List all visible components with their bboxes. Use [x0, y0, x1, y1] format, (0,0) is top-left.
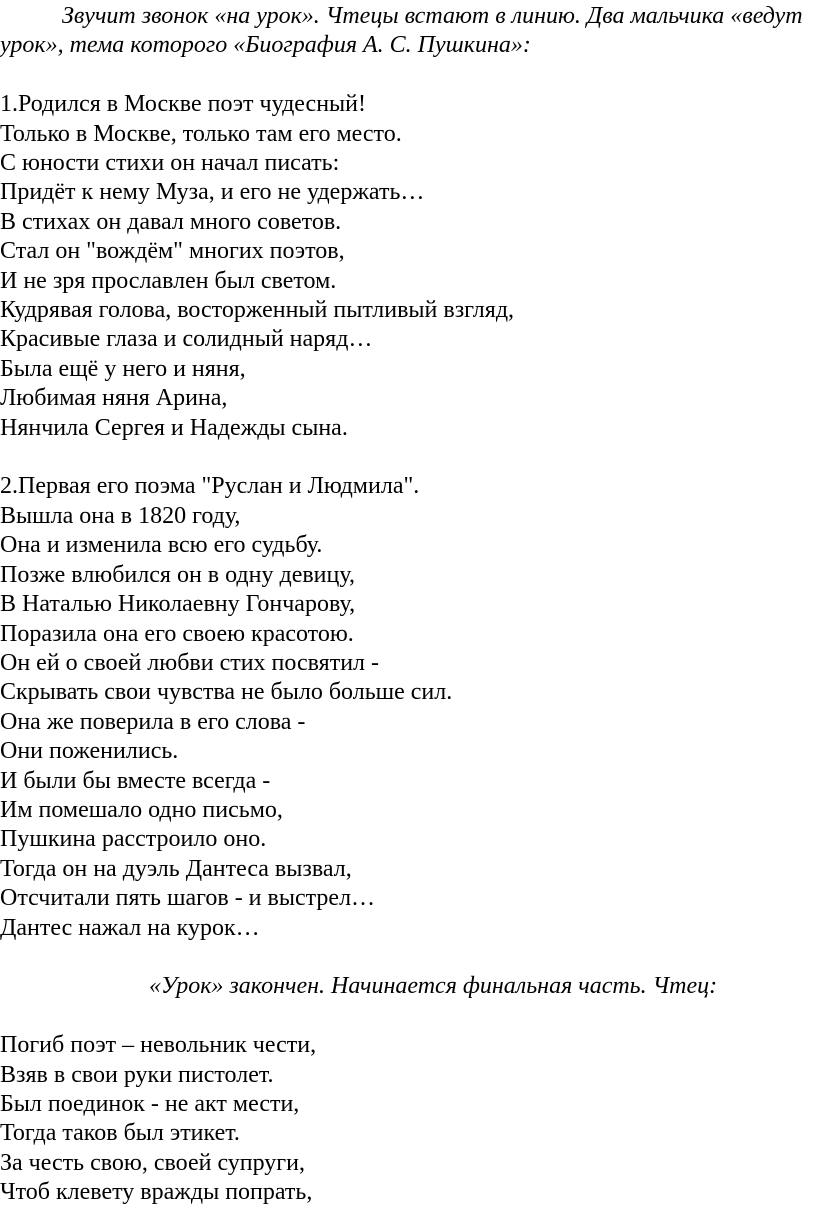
poem-line: И были бы вместе всегда - — [0, 767, 271, 794]
blank-line — [0, 443, 816, 472]
blank-line — [0, 61, 816, 90]
poem-line: С юности стихи он начал писать: — [0, 150, 340, 177]
poem-line: 2.Первая его поэма "Руслан и Людмила". — [0, 473, 420, 500]
poem-line: Любимая няня Арина, — [0, 385, 228, 412]
poem-line: Поразила она его своею красотою. — [0, 620, 354, 647]
poem-line: Позже влюбился он в одну девицу, — [0, 561, 355, 588]
blank-line — [0, 943, 816, 972]
poem-line: Красивые глаза и солидный наряд… — [0, 326, 373, 353]
poem-line: Кудрявая голова, восторженный пытливый взгляд, — [0, 297, 515, 324]
poem-stanza-2 — [0, 472, 816, 943]
poem-line: Дантес нажал на курок… — [0, 914, 260, 941]
poem-line: Придёт к нему Муза, и его не удержать… — [0, 179, 425, 206]
poem-line: Он ей о своей любви стих посвятил - — [0, 649, 380, 676]
intro-line-2: урок», тема которого «Биография А. С. Пушкина»: — [0, 32, 531, 59]
intro-paragraph — [0, 0, 816, 61]
poem-line: Тогда он на дуэль Дантеса вызвал, — [0, 855, 352, 882]
poem-line: Им помешало одно письмо, — [0, 796, 283, 823]
poem-line: Они поженились. — [0, 738, 179, 765]
blank-line — [0, 1002, 816, 1031]
poem-line: Только в Москве, только там его место. — [0, 120, 402, 147]
poem-line: Тогда таков был этикет. — [0, 1120, 240, 1147]
poem-line: Был поединок - не акт мести, — [0, 1090, 300, 1117]
poem-line: Была ещё у него и няня, — [0, 355, 246, 382]
poem-line: Она же поверила в его слова - — [0, 708, 306, 735]
poem-line: И не зря прославлен был светом. — [0, 267, 337, 294]
poem-line: Взяв в свои руки пистолет. — [0, 1061, 274, 1088]
poem-line: Вышла она в 1820 году, — [0, 502, 241, 529]
poem-stanza-3 — [0, 1031, 816, 1207]
poem-line: Она и изменила всю его судьбу. — [0, 532, 323, 559]
poem-line: Чтоб клевету вражды попрать, — [0, 1179, 313, 1206]
poem-line: Пушкина расстроило оно. — [0, 826, 267, 853]
poem-line: Погиб поэт – невольник чести, — [0, 1032, 317, 1059]
poem-line: В стихах он давал много советов. — [0, 208, 342, 235]
intro-line-1: Звучит звонок «на урок». Чтецы встают в линию. Два мальчика «ведут — [62, 3, 803, 29]
poem-line: В Наталью Николаевну Гончарову, — [0, 591, 356, 618]
poem-line: Отсчитали пять шагов - и выстрел… — [0, 885, 376, 912]
stage-direction: «Урок» закончен. Начинается финальная часть. Чтец: — [149, 973, 718, 1000]
poem-line: Скрывать свои чувства не было больше сил. — [0, 679, 453, 706]
poem-line: Нянчила Сергея и Надежды сына. — [0, 414, 348, 441]
poem-line: 1.Родился в Москве поэт чудесный! — [0, 91, 367, 118]
poem-line: Стал он "вождём" многих поэтов, — [0, 238, 345, 265]
poem-stanza-1 — [0, 90, 816, 443]
poem-line: За честь свою, своей супруги, — [0, 1149, 305, 1176]
